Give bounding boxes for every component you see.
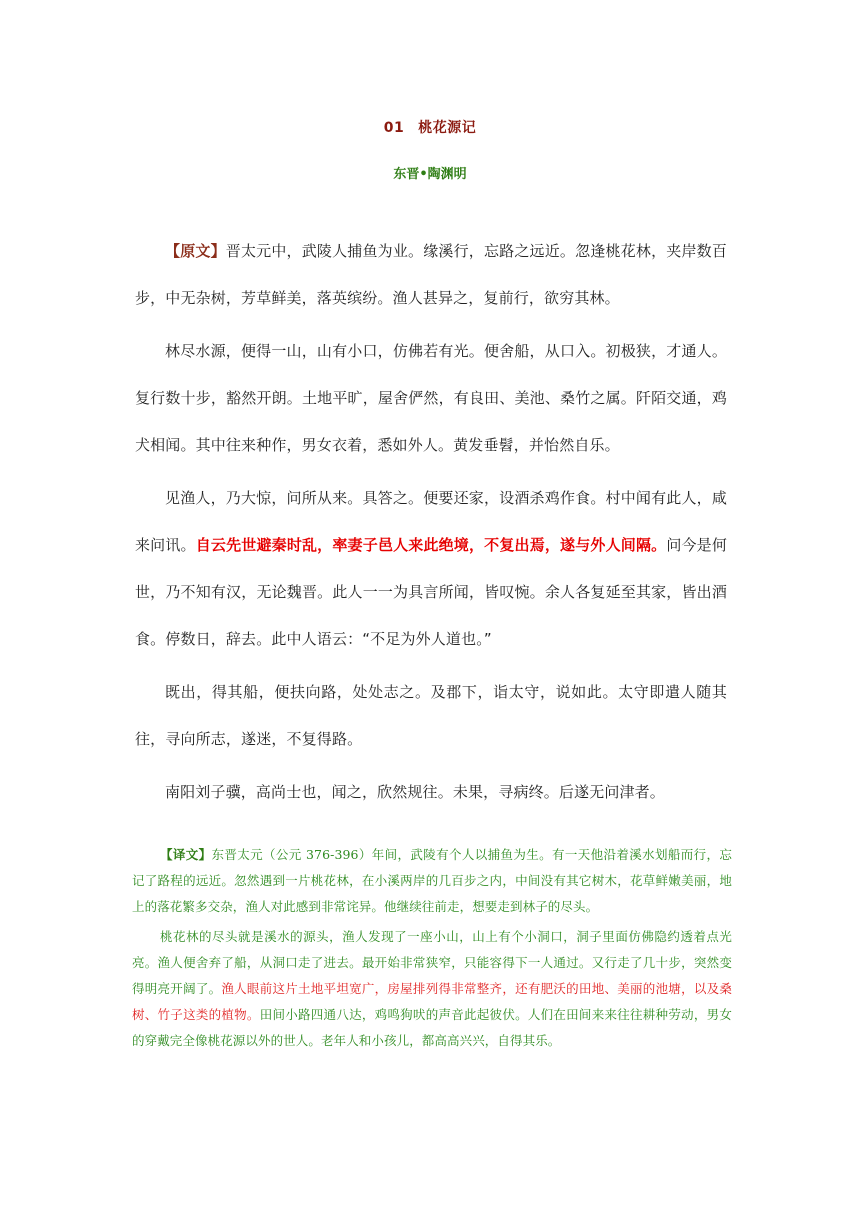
page-title [0, 117, 860, 137]
original-paragraph [135, 228, 727, 322]
original-text: 见渔人，乃大惊，问所从来。具答之。便要还家，设酒杀鸡作食。村中闻有此人，咸来问讯。 [135, 489, 727, 554]
translation-text: 东晋太元（公元 376-396）年间，武陵有个人以捕鱼为生。有一天他沿着溪水划船而行，忘记了路程的远近。忽然遇到一片桃花林，在小溪两岸的几百步之内，中间没有其它树木，花草鲜嫩美丽，地上的落花繁多交杂，渔人对此感到非常诧异。他继续往前走，想要走到林子的尽头。 [132, 847, 732, 914]
title-number: 01 [383, 120, 405, 136]
translation-text: 田间小路四通八达，鸡鸣狗吠的声音此起彼伏。人们在田间来来往往耕种劳动，男女的穿戴完全像桃花源以外的世人。老年人和小孩儿，都高高兴兴，自得其乐。 [132, 1007, 732, 1048]
original-paragraph: 既出，得其船，便扶向路，处处志之。及郡下，诣太守，说如此。太守即遣人随其往，寻向所志，遂迷，不复得路。 [135, 683, 727, 748]
translation-section [132, 842, 732, 1058]
translation-paragraph [132, 924, 732, 1054]
original-text: 问今是何世，乃不知有汉，无论魏晋。此人一一为具言所闻，皆叹惋。余人各复延至其家，皆出酒食。停数日，辞去。此中人语云：“不足为外人道也。” [135, 536, 728, 648]
highlighted-sentence: 自云先世避秦时乱，率妻子邑人来此绝境，不复出焉，遂与外人间隔。 [195, 536, 667, 554]
translation-text: 桃花林的尽头就是溪水的源头，渔人发现了一座小山，山上有个小洞口，洞子里面仿佛隐约透着点光亮。渔人便舍弃了船，从洞口走了进去。最开始非常狭窄，只能容得下一人通过。又行走了几十步，突然变得明亮开阔了。 [132, 929, 732, 996]
original-paragraph: 南阳刘子骥，高尚士也，闻之，欣然规往。未果，寻病终。后遂无问津者。 [165, 783, 665, 801]
translation-paragraph [132, 842, 732, 920]
original-paragraph [135, 475, 727, 663]
original-tag: 【原文】 [165, 242, 226, 260]
title-text: 桃花源记 [418, 120, 477, 136]
original-text-section [135, 228, 727, 822]
translation-tag: 【译文】 [160, 847, 212, 862]
original-paragraph: 林尽水源，便得一山，山有小口，仿佛若有光。便舍船，从口入。初极狭，才通人。复行数十步，豁然开朗。土地平旷，屋舍俨然，有良田、美池、桑竹之属。阡陌交通，鸡犬相闻。其中往来种作，男女衣着，悉如外人。黄发垂髫，并怡然自乐。 [135, 342, 727, 454]
author-line: 东晋•陶渊明 [393, 167, 467, 182]
highlighted-translation: 渔人眼前这片土地平坦宽广，房屋排列得非常整齐，还有肥沃的田地、美丽的池塘，以及桑树、竹子这类的植物。 [132, 981, 732, 1022]
original-text: 晋太元中，武陵人捕鱼为业。缘溪行，忘路之远近。忽逢桃花林，夹岸数百步，中无杂树，芳草鲜美，落英缤纷。渔人甚异之，复前行，欲穷其林。 [135, 242, 727, 307]
